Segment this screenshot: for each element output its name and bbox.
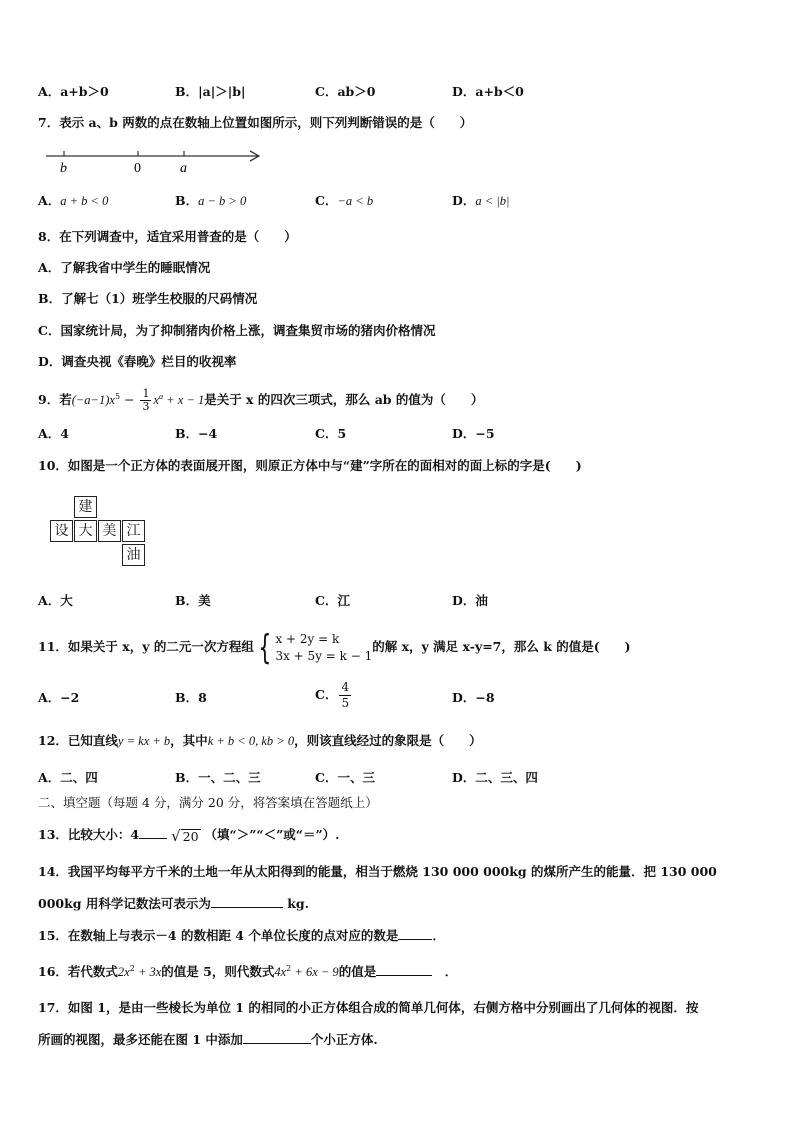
q6-option-a[interactable]: A．a+b＞0	[38, 84, 109, 99]
q6-option-c[interactable]: C．ab＞0	[315, 84, 376, 99]
q8-option-c[interactable]: C．国家统计局，为了抑制猪肉价格上涨，调查集贸市场的猪肉价格情况	[38, 323, 436, 338]
q12-option-c[interactable]: C．一、三	[315, 770, 375, 785]
q10-option-d[interactable]: D．油	[452, 593, 488, 608]
q7-option-c[interactable]: C．−a < b	[315, 193, 374, 208]
net-cell-jiang: 江	[122, 520, 145, 542]
net-cell-she: 设	[50, 520, 73, 542]
q11-option-c[interactable]: C． $\frac{4}{5}$	[315, 680, 350, 710]
q12-option-b[interactable]: B．一、二、三	[175, 770, 261, 785]
net-cell-mei: 美	[98, 520, 121, 542]
q14-line1: 14．我国平均每平方千米的土地一年从太阳得到的能量，相当于燃烧 130 000 000kg 的煤所产生的能量．把 130 000	[38, 864, 717, 879]
q10-options	[38, 593, 738, 611]
q11-option-d[interactable]: D．−8	[452, 690, 495, 705]
section-fill-in-heading: 二、填空题（每题 4 分，满分 20 分，将答案填在答题纸上）	[38, 795, 378, 810]
q12-stem: 12．已知直线y = kx + b，其中k + b < 0, kb > 0，则该直线经过的象限是（ ）	[38, 733, 482, 748]
q17-blank[interactable]	[243, 1031, 311, 1044]
q6-option-b[interactable]: B．|a|＞|b|	[175, 84, 246, 99]
q7-stem: 7．表示 a、b 两数的点在数轴上位置如图所示，则下列判断错误的是（ ）	[38, 115, 473, 130]
q11-stem: 11．如果关于 x，y 的二元一次方程组 { x + 2y = k 3x + 5y = k − 1 的解 x，y 满足 x-y=7，那么 k 的值是( )	[38, 627, 631, 668]
q7-number-line	[40, 142, 270, 176]
q14-blank[interactable]	[211, 895, 283, 908]
q8-option-a[interactable]: A．了解我省中学生的睡眠情况	[38, 260, 211, 275]
q8-option-b[interactable]: B．了解七（1）班学生校服的尺码情况	[38, 291, 258, 306]
sqrt-twenty: √ 20	[171, 826, 199, 845]
q16-stem: 16．若代数式$2x^2 + 3x$的值是 5，则代数式$4x^2 + 6x - 9$的值是 ．	[38, 964, 458, 979]
q17-line2: 所画的视图，最多还能在图 1 中添加 个小正方体.	[38, 1032, 378, 1047]
q12-option-d[interactable]: D．二、三、四	[452, 770, 538, 785]
q10-option-b[interactable]: B．美	[175, 593, 211, 608]
brace-icon: {	[258, 627, 272, 668]
q10-stem: 10．如图是一个正方体的表面展开图，则原正方体中与“建”字所在的面相对的面上标的字是( )	[38, 458, 582, 473]
q9-option-d[interactable]: D．−5	[452, 426, 495, 441]
axis-label-b: b	[60, 161, 67, 176]
q9-options	[38, 426, 738, 444]
q7-options	[38, 193, 738, 211]
axis-label-a: a	[180, 161, 187, 176]
equation-system: { x + 2y = k 3x + 5y = k − 1	[258, 627, 373, 668]
net-cell-you: 油	[122, 544, 145, 566]
q13-stem: 13．比较大小：4 √ 20 （填“＞”“＜”或“＝”）.	[38, 826, 340, 845]
q11-options	[38, 680, 738, 720]
q6-options	[38, 84, 738, 102]
q6-option-d[interactable]: D．a+b＜0	[452, 84, 524, 99]
q11-option-a[interactable]: A．−2	[38, 690, 80, 705]
q13-blank[interactable]	[139, 826, 167, 839]
q15-blank[interactable]	[398, 927, 432, 940]
net-cell-da: 大	[74, 520, 97, 542]
net-cell-jian: 建	[74, 496, 97, 518]
q16-blank[interactable]	[376, 963, 432, 976]
q9-stem: 9．若$(-a-1)x^5$ − $\frac{1}{3}$ $x^a + x - 1$是关于 x 的四次三项式，那么 ab 的值为（ ）	[38, 387, 484, 413]
q12-options	[38, 770, 738, 788]
q7-option-b[interactable]: B．a − b > 0	[175, 193, 247, 208]
q9-option-b[interactable]: B．−4	[175, 426, 218, 441]
q15-stem: 15．在数轴上与表示－4 的数相距 4 个单位长度的点对应的数是 ．	[38, 928, 445, 943]
q7-option-a[interactable]: A．a + b < 0	[38, 193, 109, 208]
q9-option-a[interactable]: A．4	[38, 426, 69, 441]
axis-label-zero: 0	[134, 161, 141, 176]
q14-line2: 000kg 用科学记数法可表示为 kg.	[38, 896, 309, 911]
q17-line1: 17．如图 1，是由一些棱长为单位 1 的相同的小正方体组合成的简单几何体，右侧方格中分别画出了几何体的视图．按	[38, 1000, 699, 1015]
q8-option-d[interactable]: D．调查央视《春晚》栏目的收视率	[38, 354, 237, 369]
q9-option-c[interactable]: C．5	[315, 426, 347, 441]
q9-fraction: $\frac{1}{3}$	[142, 387, 150, 413]
q7-option-d[interactable]: D．a < |b|	[452, 193, 510, 208]
q12-option-a[interactable]: A．二、四	[38, 770, 98, 785]
q8-stem: 8．在下列调查中，适宜采用普查的是（ ）	[38, 229, 297, 244]
q10-option-c[interactable]: C．江	[315, 593, 350, 608]
q10-option-a[interactable]: A．大	[38, 593, 73, 608]
q11-option-b[interactable]: B．8	[175, 690, 207, 705]
